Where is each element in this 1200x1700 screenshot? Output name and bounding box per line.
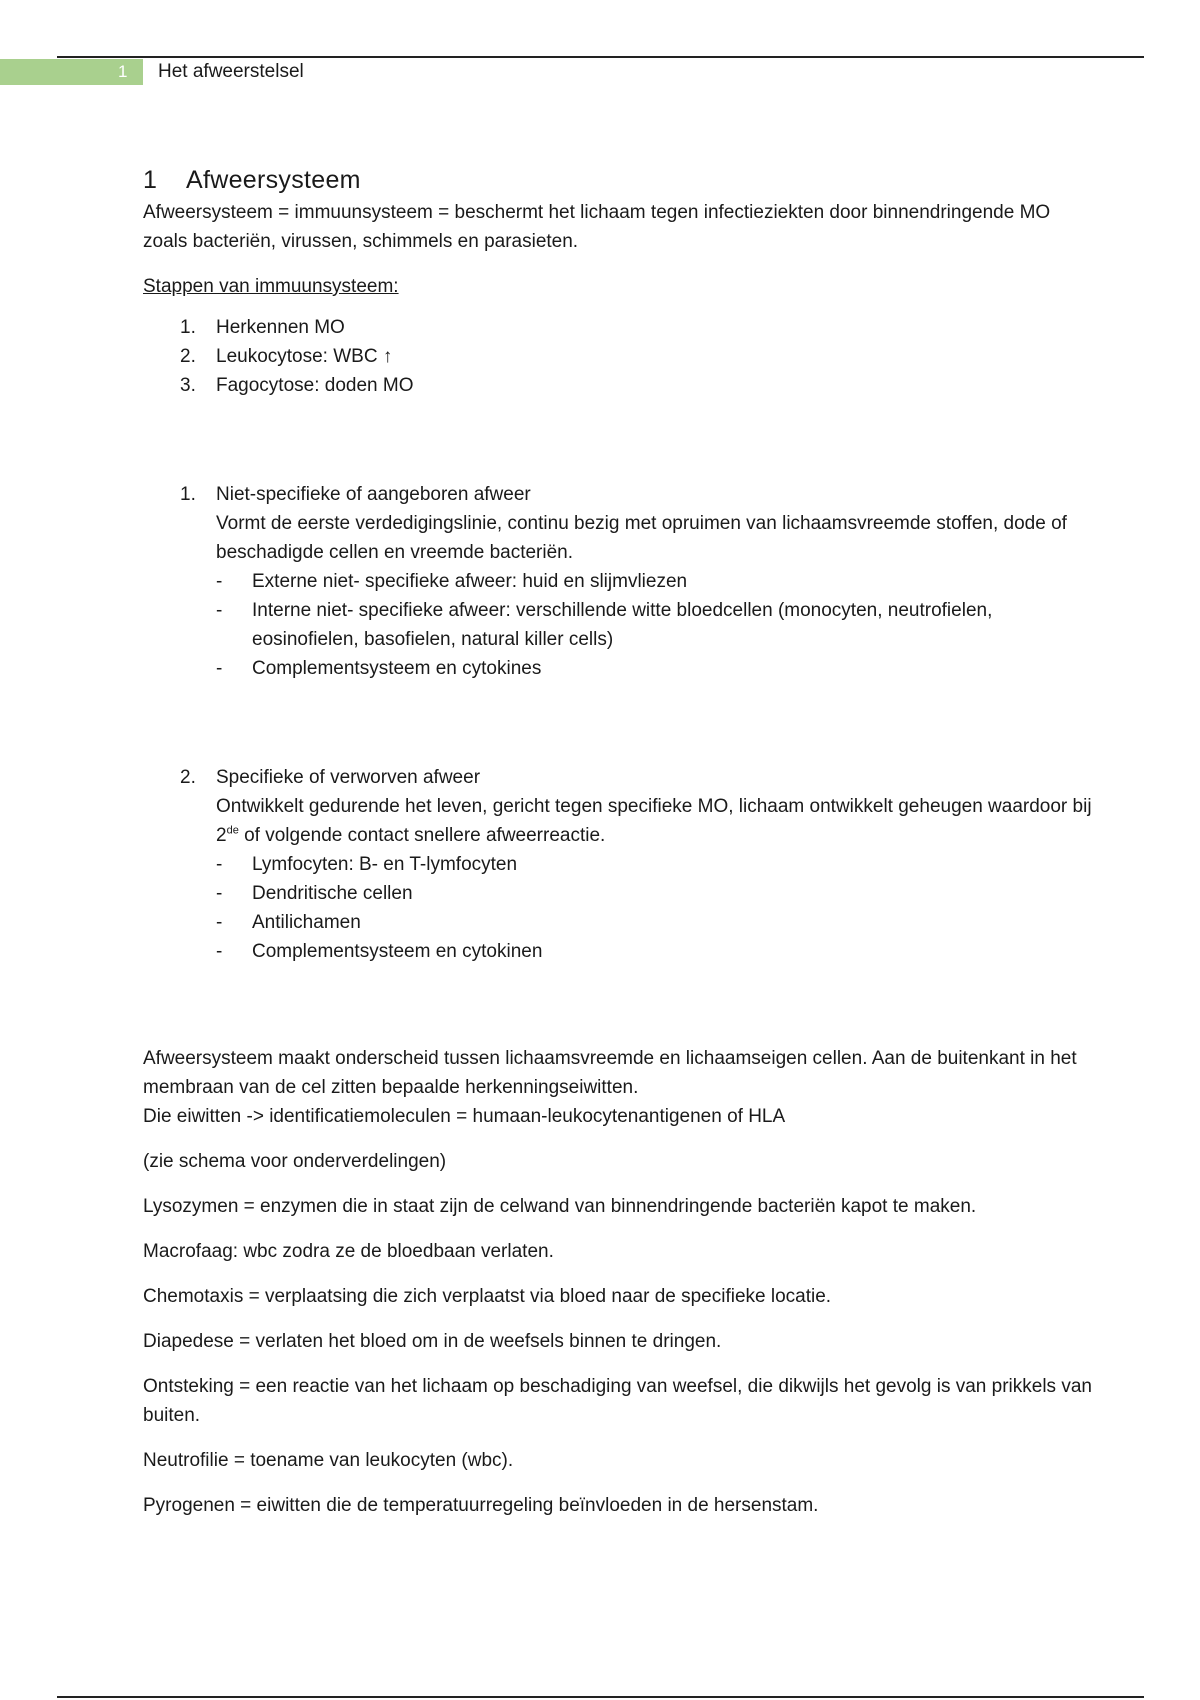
bullet-dash: -: [216, 941, 223, 962]
description-text: Ontwikkelt gedurende het leven, gericht tegen specifieke MO, lichaam ontwikkelt geheugen waardoor bij 2: [216, 796, 1092, 846]
section-heading: [143, 164, 1093, 196]
steps-heading: Stappen van immuunsysteem:: [143, 276, 399, 297]
bullet-dash: -: [216, 658, 223, 679]
list-text: Fagocytose: doden MO: [216, 375, 414, 396]
header-rule: [57, 56, 1144, 58]
hla-paragraph: Afweersysteem maakt onderscheid tussen lichaamsvreemde en lichaamseigen cellen. Aan de buitenkant in het membraan van de cel zitten bepaalde herkenningseiwitten.: [143, 1048, 1077, 1098]
list-item: [216, 879, 1093, 908]
diapedese-definition: Diapedese = verlaten het bloed om in de weefsels binnen te dringen.: [143, 1331, 722, 1352]
specific-defense-title: Specifieke of verworven afweer: [216, 767, 481, 788]
bullet-text: Dendritische cellen: [252, 883, 413, 904]
hla-definition: Die eiwitten -> identificatiemoleculen = humaan-leukocytenantigenen of HLA: [143, 1106, 786, 1127]
macrofaag-definition: Macrofaag: wbc zodra ze de bloedbaan verlaten.: [143, 1241, 554, 1262]
specific-defense-description: [216, 792, 1093, 850]
list-number: 2.: [180, 346, 196, 367]
list-item: [143, 342, 1093, 371]
section-title: Afweersysteem: [186, 166, 361, 194]
list-number: 1.: [180, 317, 196, 338]
running-title: Het afweerstelsel: [158, 61, 304, 82]
list-item: [143, 371, 1093, 400]
bullet-dash: -: [216, 854, 223, 875]
nonspecific-defense-section: [143, 480, 1093, 683]
specific-defense-bullets: [216, 850, 1093, 966]
section-item-number: 1.: [180, 484, 196, 505]
list-text: Leukocytose: WBC ↑: [216, 346, 393, 367]
bullet-dash: -: [216, 571, 223, 592]
ordinal-superscript: de: [226, 824, 239, 837]
list-item: [216, 654, 1093, 683]
list-item: [216, 908, 1093, 937]
list-item: [216, 596, 1093, 654]
definitions: [143, 1044, 1093, 1520]
nonspecific-defense-title: Niet-specifieke of aangeboren afweer: [216, 484, 531, 505]
list-item: [216, 567, 1093, 596]
specific-defense-section: [143, 763, 1093, 966]
bullet-dash: -: [216, 600, 223, 621]
list-item: [216, 850, 1093, 879]
section-item-number: 2.: [180, 767, 196, 788]
description-text: of volgende contact snellere afweerreactie.: [238, 825, 606, 846]
page-body: [143, 164, 1093, 1536]
bullet-text: Antilichamen: [252, 912, 361, 933]
lysozymen-definition: Lysozymen = enzymen die in staat zijn de celwand van binnendringende bacteriën kapot te maken.: [143, 1196, 977, 1217]
bullet-text: Lymfocyten: B- en T-lymfocyten: [252, 854, 518, 875]
bullet-text: Externe niet- specifieke afweer: huid en slijmvliezen: [252, 571, 688, 592]
bullet-text: Complementsysteem en cytokines: [252, 658, 542, 679]
neutrofilie-definition: Neutrofilie = toename van leukocyten (wbc).: [143, 1450, 514, 1471]
ontsteking-definition: Ontsteking = een reactie van het lichaam op beschadiging van weefsel, die dikwijls het gevolg is van prikkels van buiten.: [143, 1376, 1092, 1426]
list-text: Herkennen MO: [216, 317, 345, 338]
nonspecific-defense-bullets: [216, 567, 1093, 683]
bullet-dash: -: [216, 912, 223, 933]
chemotaxis-definition: Chemotaxis = verplaatsing die zich verplaatst via bloed naar de specifieke locatie.: [143, 1286, 832, 1307]
chapter-number: 1: [118, 62, 128, 81]
list-item: [143, 313, 1093, 342]
nonspecific-defense-description: Vormt de eerste verdedigingslinie, continu bezig met opruimen van lichaamsvreemde stoffen, dode of beschadigde cellen en vreemde bacteriën.: [216, 513, 1067, 563]
steps-list: [143, 313, 1093, 400]
bullet-text: Complementsysteem en cytokinen: [252, 941, 543, 962]
schema-note: (zie schema voor onderverdelingen): [143, 1151, 447, 1172]
list-item: [216, 937, 1093, 966]
pyrogenen-definition: Pyrogenen = eiwitten die de temperatuurregeling beïnvloeden in de hersenstam.: [143, 1495, 819, 1516]
bullet-text: Interne niet- specifieke afweer: verschillende witte bloedcellen (monocyten, neutrofielen, eosinofielen, basofielen, natural killer cells): [252, 600, 993, 650]
bullet-dash: -: [216, 883, 223, 904]
footer-rule: [57, 1696, 1144, 1698]
intro-paragraph: Afweersysteem = immuunsysteem = beschermt het lichaam tegen infectieziekten door binnendringende MO zoals bacteriën, virussen, schimmels en parasieten.: [143, 202, 1051, 252]
section-number: 1: [143, 166, 158, 194]
list-number: 3.: [180, 375, 196, 396]
